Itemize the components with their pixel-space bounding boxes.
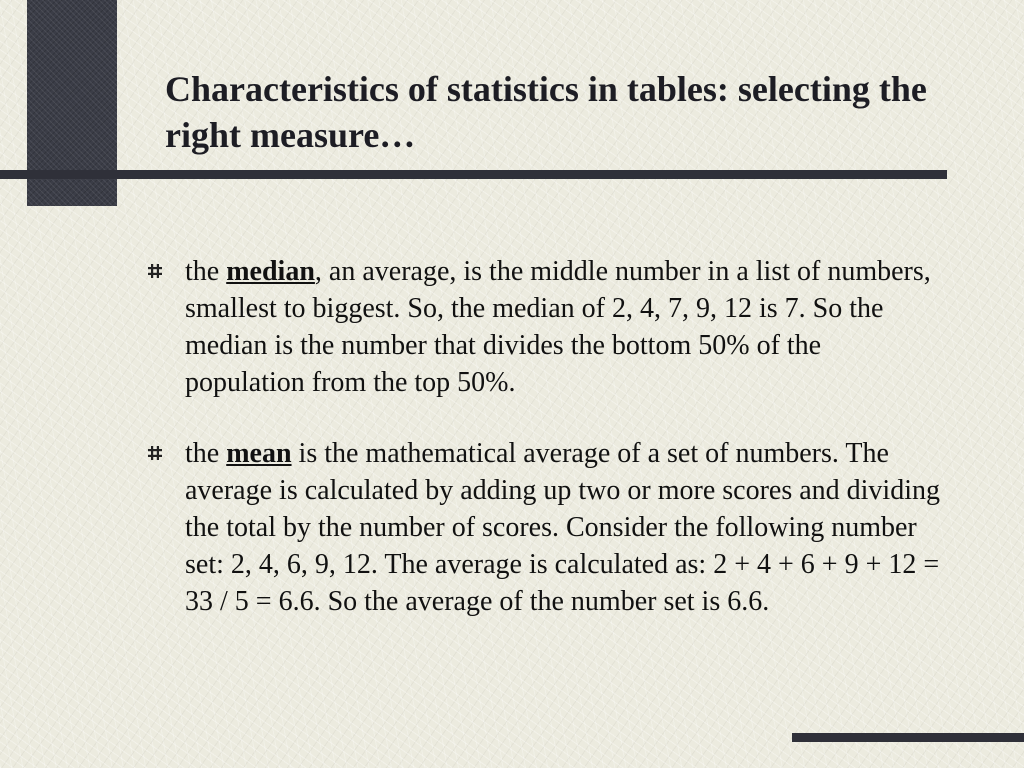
footer-divider-rule: [792, 733, 1024, 742]
slide-title: Characteristics of statistics in tables: selecting the right measure…: [165, 69, 927, 155]
term-mean: mean: [226, 438, 292, 469]
hash-bullet-icon: [148, 264, 162, 278]
bullet-list: [145, 253, 945, 654]
title-divider-rule: [0, 170, 947, 179]
bullet-text: , an average, is the middle number in a list of numbers, smallest to biggest. So, the median of 2, 4, 7, 9, 12 is 7. So the median is the number that divides the bottom 50% of the population from the top 50%.: [185, 256, 931, 398]
bullet-prefix: the: [185, 438, 227, 469]
bullet-text: is the mathematical average of a set of numbers. The average is calculated by adding up two or more scores and dividing the total by the number of scores. Consider the following number set: 2, 4, 6, 9, 12. The average is calculated as: 2 + 4 + 6 + 9 + 12 = 33 / 5 = 6.6. So the average of the number set is 6.6.: [185, 438, 940, 617]
bullet-item-mean: [145, 435, 945, 620]
hash-bullet-icon: [148, 446, 162, 460]
bullet-prefix: the: [185, 256, 227, 287]
bullet-item-median: [145, 253, 945, 401]
term-median: median: [226, 256, 315, 287]
